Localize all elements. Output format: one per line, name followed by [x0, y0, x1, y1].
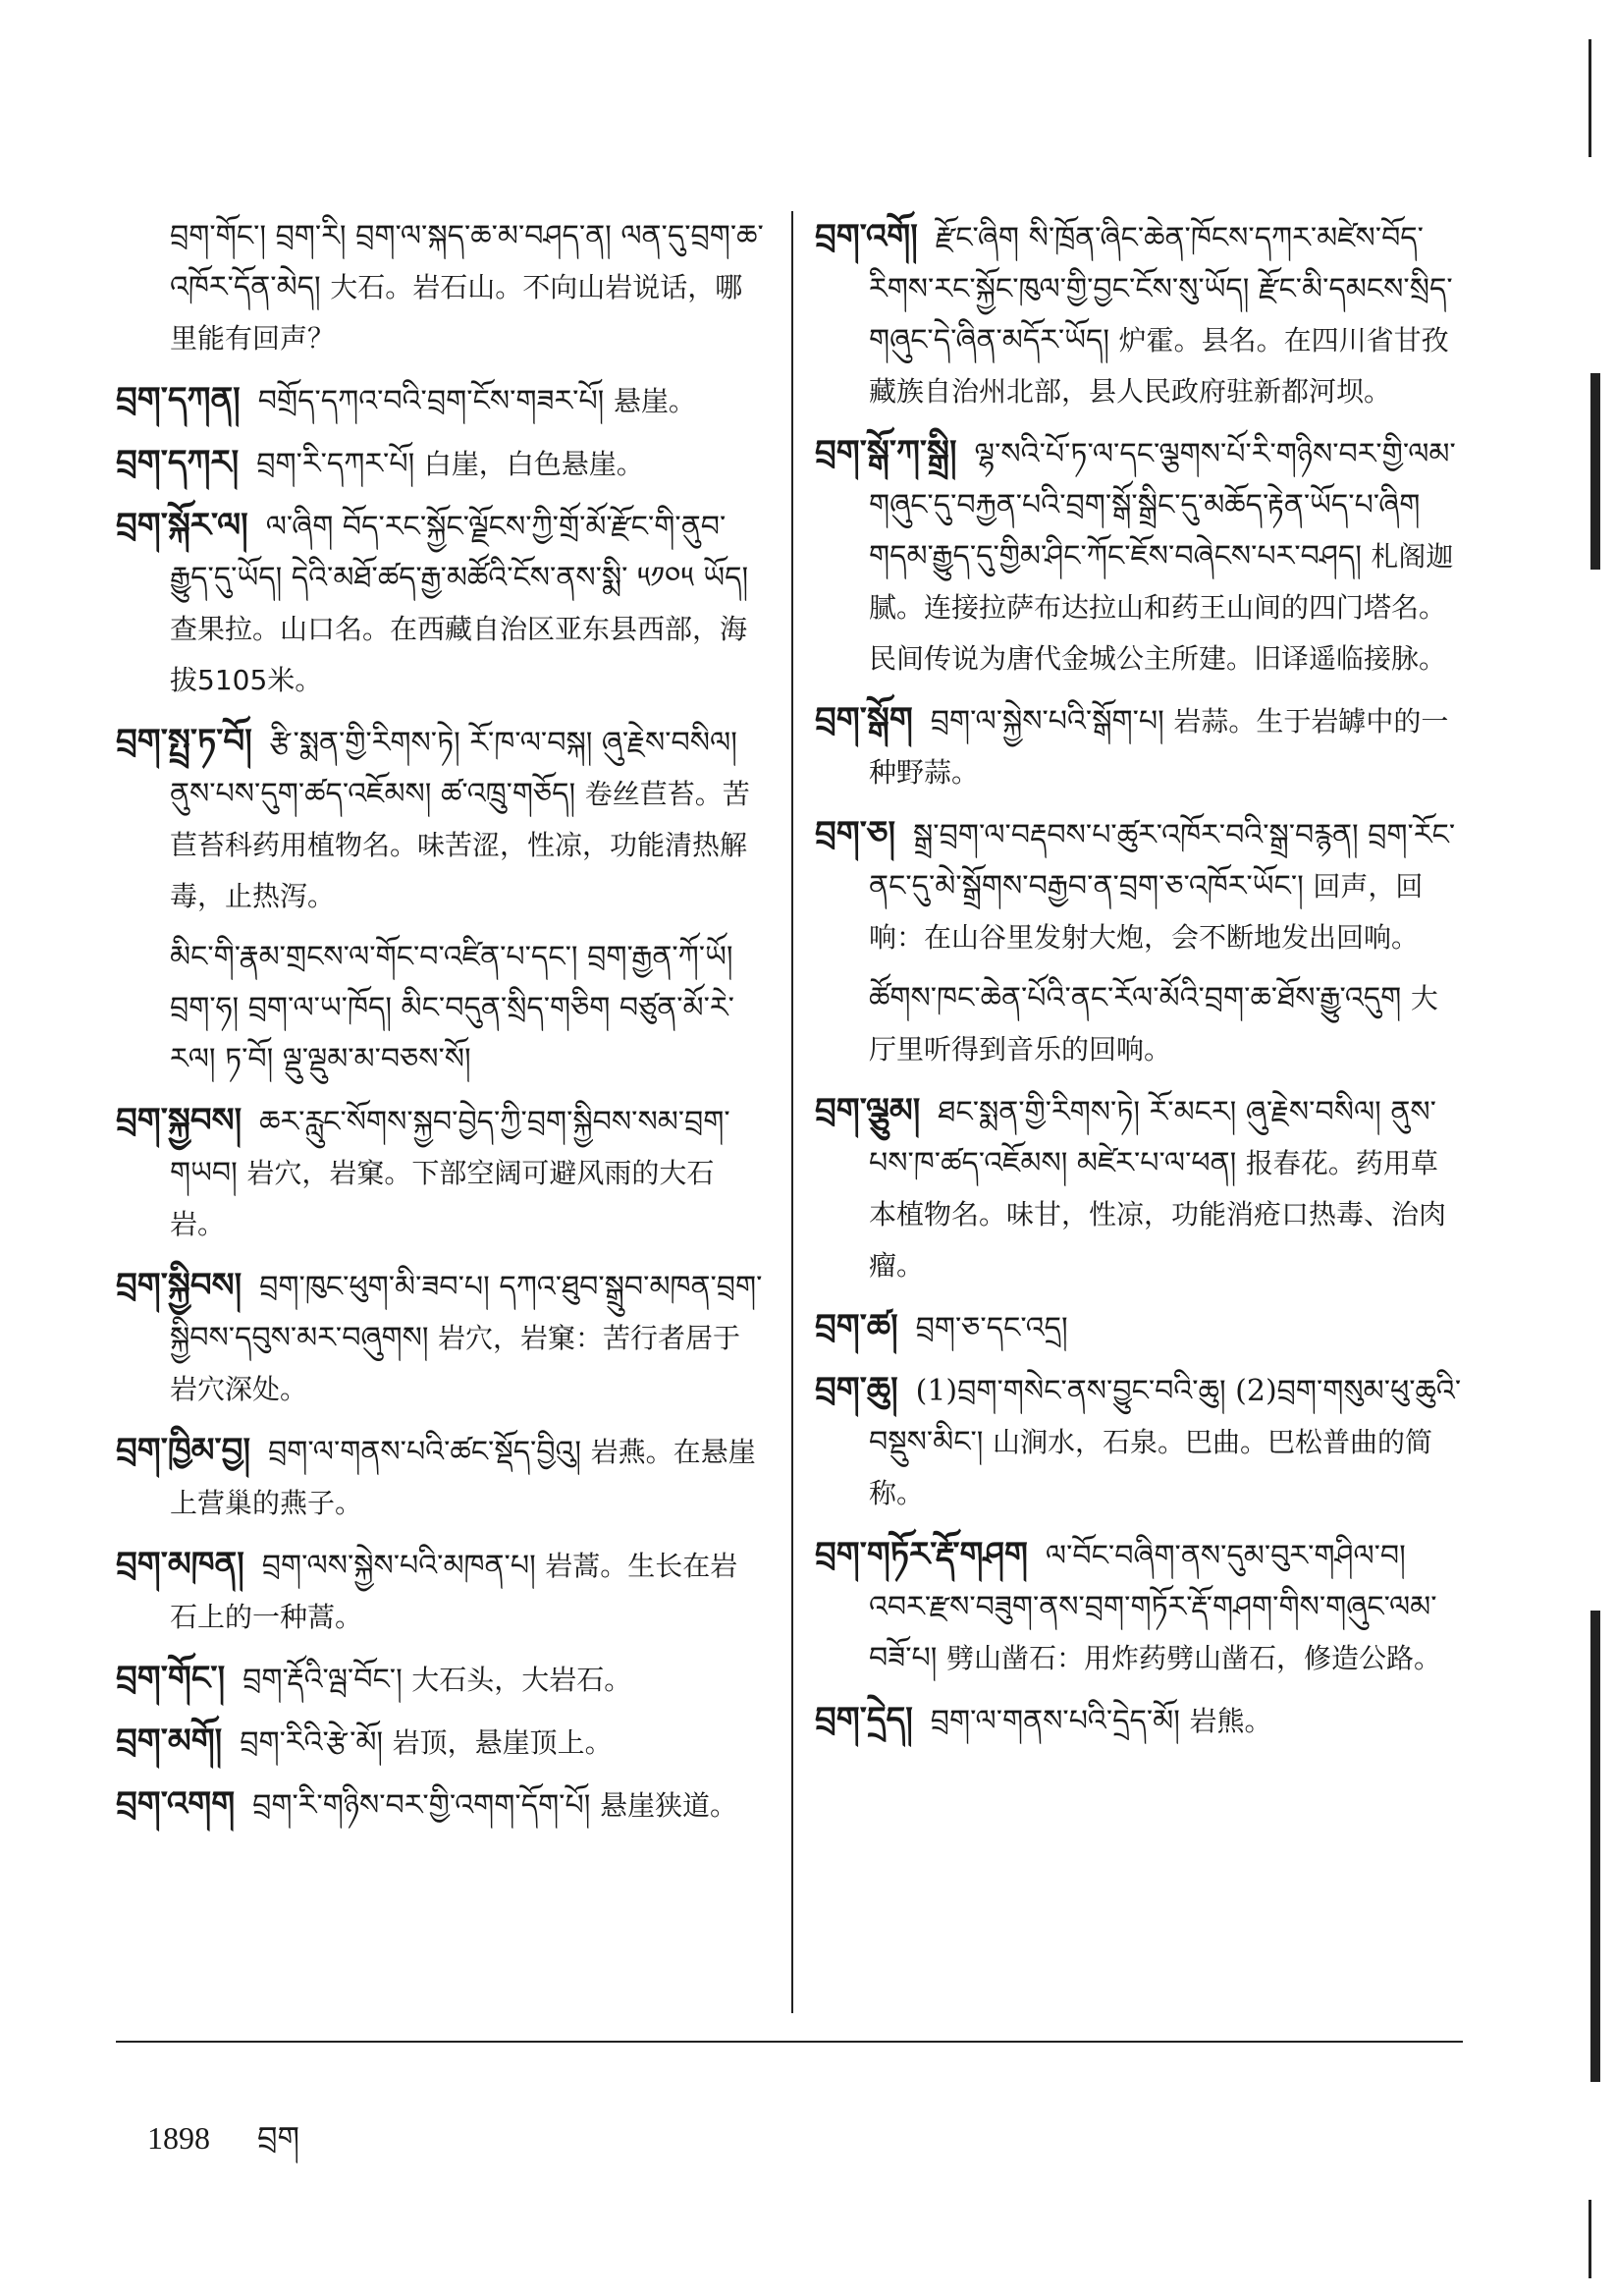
tibetan-definition: བྲག་རིའི་རྩེ་མོ།: [240, 1725, 384, 1760]
dictionary-entry: [815, 694, 1463, 798]
entry-body: [815, 1694, 1463, 1747]
chinese-gloss: 岩熊。: [1189, 1705, 1272, 1737]
headword: བྲག་མགོ།: [116, 1722, 223, 1761]
chinese-gloss: 岩燕。在悬崖上营巢的燕子。: [170, 1436, 756, 1519]
entry-body: [116, 211, 764, 364]
tibetan-definition: ལ་བོང་བཞིག་ནས་དུམ་བུར་གཤིལ་བ། འབར་རྫས་བཟུག་ནས་བྲག་གཏོར་རྡོ་གཤག་གིས་གཞུང་ལམ་བཟོ་པ།: [869, 1539, 1437, 1675]
chinese-gloss: 炉霍。县名。在四川省甘孜藏族自治州北部，县人民政府驻新都河坝。: [869, 324, 1449, 408]
dictionary-entry: [116, 1095, 764, 1250]
tibetan-definition: བྲག་ལ་གནས་པའི་དྲེད་མོ།: [930, 1704, 1180, 1738]
dictionary-entry: [815, 1694, 1463, 1747]
tibetan-definition: ལྷ་སའི་པོ་ཏ་ལ་དང་ལྕགས་པོ་རི་གཉིས་བར་གྱི་ལམ་གཞུང་དུ་བརྐྱན་པའི་བྲག་སྒོ་སྒྲིང་དུ་མཆོད་རྟེན་ཡོད་པ་ཞིག གདམ་རྒྱུད་དུ་གྱིམ་ཤིང་ཀོང་ཇོས་བཞེངས་པར་བཤད།: [869, 437, 1456, 574]
dictionary-entry: [815, 427, 1463, 684]
chinese-gloss: 山涧水，石泉。巴曲。巴松普曲的简称。: [869, 1426, 1433, 1509]
dictionary-entry: [116, 932, 764, 1085]
dictionary-entry: [116, 1425, 764, 1529]
scan-edge-mark: [1589, 2200, 1591, 2278]
dictionary-entry: [116, 1653, 764, 1706]
entry-body: [815, 1301, 1463, 1354]
chinese-gloss: 岩蒜。生于岩罅中的一种野蒜。: [869, 705, 1449, 789]
headword: བྲག་ཆུ།: [815, 1370, 898, 1409]
tibetan-definition: སྒྲ་བྲག་ལ་བརྡབས་པ་ཚུར་འཁོར་བའི་སྒྲ་བརྙན། བྲག་རོང་ནང་དུ་མེ་སྒྲོགས་བརྒྱབ་ན་བྲག་ཅ་འཁོར་ཡོང་།: [869, 818, 1456, 903]
headword: བྲག་མཁན།: [116, 1545, 244, 1584]
chinese-gloss: 劈山凿石：用炸药劈山凿石，修造公路。: [945, 1642, 1441, 1674]
headword: བྲག་སྒོ་ཀ་སྒྲི།: [815, 433, 957, 472]
scan-edge-mark: [1590, 373, 1600, 570]
chinese-gloss: 岩顶，悬崖顶上。: [392, 1726, 613, 1759]
dictionary-entry: [815, 1364, 1463, 1519]
chinese-gloss: 岩穴，岩窠。下部空阔可避风雨的大石岩。: [170, 1157, 715, 1240]
chinese-gloss: 悬崖。: [613, 385, 696, 417]
chinese-gloss: 查果拉。山口名。在西藏自治区亚东县西部，海拔5105米。: [170, 613, 748, 696]
tibetan-definition: བྲག་ལས་སྐྱེས་པའི་མཁན་པ།: [261, 1549, 536, 1583]
column-divider: [791, 211, 793, 2013]
headword: བྲག་ཅ།: [815, 814, 896, 853]
tibetan-definition: བྲག་ལ་སྐྱེས་པའི་སྒོག་པ།: [930, 704, 1164, 738]
headword: བྲག་ཁྱིམ་བྱ།: [116, 1431, 251, 1470]
entry-body: [116, 1095, 764, 1250]
tibetan-definition: རྩི་སྨན་གྱི་རིགས་ཏེ། རོ་ཁ་ལ་བསྐ། ཞུ་རྗེས་བསིལ། ནུས་པས་དུག་ཚད་འཇོམས། ཚ་འཁྲུ་གཅོད།: [170, 726, 737, 811]
right-column: [815, 211, 1463, 1757]
headword: བྲག་སྤྲ་ཏ་བོ།: [116, 722, 252, 761]
dictionary-entry: [116, 1716, 764, 1769]
chinese-gloss: 白崖，白色悬崖。: [423, 448, 644, 480]
chinese-gloss: 大石头，大岩石。: [411, 1664, 632, 1696]
entry-body: [116, 1425, 764, 1529]
entry-body: [116, 716, 764, 922]
entry-body: [815, 1085, 1463, 1291]
tibetan-definition: བྲག་རི་དཀར་པོ།: [256, 447, 415, 481]
chinese-gloss: 札阁迦腻。连接拉萨布达拉山和药王山间的四门塔名。民间传说为唐代金城公主所建。旧译遥临接脉。: [869, 540, 1454, 675]
tibetan-definition: ཆར་རླུང་སོགས་སྐྱབ་བྱེད་ཀྱི་བྲག་སྐྱིབས་སམ་བྲག་གཡབ།: [170, 1105, 730, 1190]
headword: བྲག་དཀར།: [116, 443, 240, 482]
headword: བྲག་གཏོར་རྡོ་གཤག: [815, 1535, 1028, 1574]
dictionary-entry: [116, 500, 764, 706]
headword: བྲག་སྒོག: [815, 700, 913, 739]
tibetan-definition: བྲག་ལ་གནས་པའི་ཚང་སྡོད་བྱིའུ།: [268, 1435, 582, 1469]
headword: བྲག་འགོ།: [815, 217, 918, 256]
tibetan-definition: བགྲོད་དཀའ་བའི་བྲག་ངོས་གཟར་པོ།: [257, 384, 605, 418]
section-letter: བྲག: [257, 2119, 300, 2157]
tibetan-definition: བྲག་ཅ་དང་འདྲ།: [915, 1311, 1068, 1345]
page-number: 1898: [147, 2120, 210, 2156]
dictionary-entry: [815, 1301, 1463, 1354]
entry-body: [815, 808, 1463, 963]
tibetan-definition: བྲག་ཁུང་ཕུག་མི་ཟབ་པ། དཀའ་ཐུབ་སྒྲུབ་མཁན་བྲག་སྐྱིབས་དབུས་མར་བཞུགས།: [170, 1270, 763, 1355]
dictionary-entry: [116, 1539, 764, 1643]
chinese-gloss: 卷丝苣苔。苦苣苔科药用植物名。味苦涩，性凉，功能清热解毒，止热泻。: [170, 778, 750, 912]
dictionary-entry: [116, 1260, 764, 1415]
dictionary-entry: [815, 973, 1463, 1075]
headword: བྲག་ལྕུམ།: [815, 1091, 921, 1130]
dictionary-entry: [815, 808, 1463, 963]
dictionary-entry: [116, 437, 764, 490]
headword: བྲག་སྐྱིབས།: [116, 1266, 242, 1305]
entry-body: [815, 427, 1463, 684]
chinese-gloss: 大石。岩石山。不向山岩说话，哪里能有回声？: [170, 271, 743, 355]
tibetan-definition: ལ་ཞིག བོད་རང་སྐྱོང་ལྗོངས་ཀྱི་གྲོ་མོ་རྫོང་གི་ནུབ་རྒྱུད་དུ་ཡོད། དེའི་མཐོ་ཚད་རྒྱ་མཚོའི་ངོས་ནས་སྨི་ ༥༡༠༥ ཡོད།: [170, 510, 749, 595]
tibetan-definition: མིང་གི་རྣམ་གྲངས་ལ་གོང་བ་འཛིན་པ་དང་། བྲག་རྒྱན་ཀོ་ཡོ། བྲག་ཧ། བྲག་ལ་ཡ་ཁོད། མིང་བདུན་སྲིད་གཅིག བཙུན་མོ་རེ་རལ། ཏ་བོ། ལྡུ་ལྡུམ་མ་བཅས་སོ།: [170, 940, 734, 1076]
left-column: [116, 211, 764, 1841]
chinese-gloss: 报春花。药用草本植物名。味甘，性凉，功能消疮口热毒、治肉瘤。: [869, 1147, 1447, 1282]
dictionary-entry: [116, 716, 764, 922]
entry-body: [116, 932, 764, 1085]
dictionary-entry: [815, 1529, 1463, 1684]
tibetan-definition: བྲག་རྡོའི་ལྦ་བོང་།: [242, 1663, 403, 1697]
entry-body: [116, 1716, 764, 1769]
dictionary-entry: [116, 211, 764, 364]
footer-rule: [116, 2041, 1463, 2043]
headword: བྲག་དྲེད།: [815, 1700, 913, 1739]
scan-edge-mark: [1590, 1611, 1600, 2082]
chinese-gloss: 岩穴，岩窠：苦行者居于岩穴深处。: [170, 1322, 741, 1405]
entry-body: [815, 211, 1463, 417]
tibetan-definition: བྲག་རི་གཉིས་བར་གྱི་འགག་དོག་པོ།: [252, 1788, 591, 1823]
entry-body: [116, 1778, 764, 1831]
entry-body: [116, 374, 764, 427]
entry-body: [815, 1529, 1463, 1684]
tibetan-definition: བྲག་གོང་། བྲག་རི། བྲག་ལ་སྐད་ཆ་མ་བཤད་ན། ལན་དུ་བྲག་ཆ་འཁོར་དོན་མེད།: [170, 219, 764, 304]
chinese-gloss: 大厅里听得到音乐的回响。: [869, 982, 1438, 1066]
headword: བྲག་དཀན།: [116, 380, 241, 419]
entry-body: [116, 500, 764, 706]
dictionary-entry: [116, 1778, 764, 1831]
chinese-gloss: 回声，回响：在山谷里发射大炮，会不断地发出回响。: [869, 870, 1424, 954]
tibetan-definition: ཚོགས་ཁང་ཆེན་པོའི་ནང་རོལ་མོའི་བྲག་ཆ་ཐོས་རྒྱུ་འདུག: [869, 981, 1402, 1015]
scan-edge-mark: [1589, 39, 1591, 157]
dictionary-entry: [815, 1085, 1463, 1291]
entry-body: [815, 694, 1463, 798]
chinese-gloss: 岩蒿。生长在岩石上的一种蒿。: [170, 1550, 738, 1633]
entry-body: [116, 437, 764, 490]
chinese-gloss: 悬崖狭道。: [599, 1789, 737, 1822]
headword: བྲག་སྐྱབས།: [116, 1101, 242, 1140]
tibetan-definition: རྫོང་ཞིག སི་ཁྲོན་ཞིང་ཆེན་ཁོངས་དཀར་མཛེས་བོད་རིགས་རང་སྐྱོང་ཁུལ་གྱི་བྱང་ངོས་སུ་ཡོད། རྫོང་མི་དམངས་སྲིད་གཞུང་དེ་ཞིན་མདོར་ཡོད།: [869, 221, 1453, 357]
tibetan-definition: (1)བྲག་གསེང་ནས་བྱུང་བའི་ཆུ། (2)བྲག་གསུམ་ཕུ་ཆུའི་བསྡུས་མིང་།: [869, 1374, 1462, 1459]
entry-body: [116, 1539, 764, 1643]
dictionary-entry: [815, 211, 1463, 417]
entry-body: [116, 1653, 764, 1706]
tibetan-definition: ཐང་སྨན་གྱི་རིགས་ཏེ། རོ་མངར། ཞུ་རྗེས་བསིལ། ནུས་པས་ཁ་ཚད་འཇོམས། མཛེར་པ་ལ་ཕན།: [869, 1095, 1436, 1180]
entry-body: [815, 1364, 1463, 1519]
headword: བྲག་ཚ།: [815, 1307, 898, 1346]
entry-body: [815, 973, 1463, 1075]
headword: བྲག་གོང་།: [116, 1659, 226, 1698]
headword: བྲག་འགག: [116, 1784, 236, 1824]
page-footer: [147, 2104, 299, 2192]
headword: བྲག་སྐོར་ལ།: [116, 506, 248, 545]
dictionary-entry: [116, 374, 764, 427]
entry-body: [116, 1260, 764, 1415]
